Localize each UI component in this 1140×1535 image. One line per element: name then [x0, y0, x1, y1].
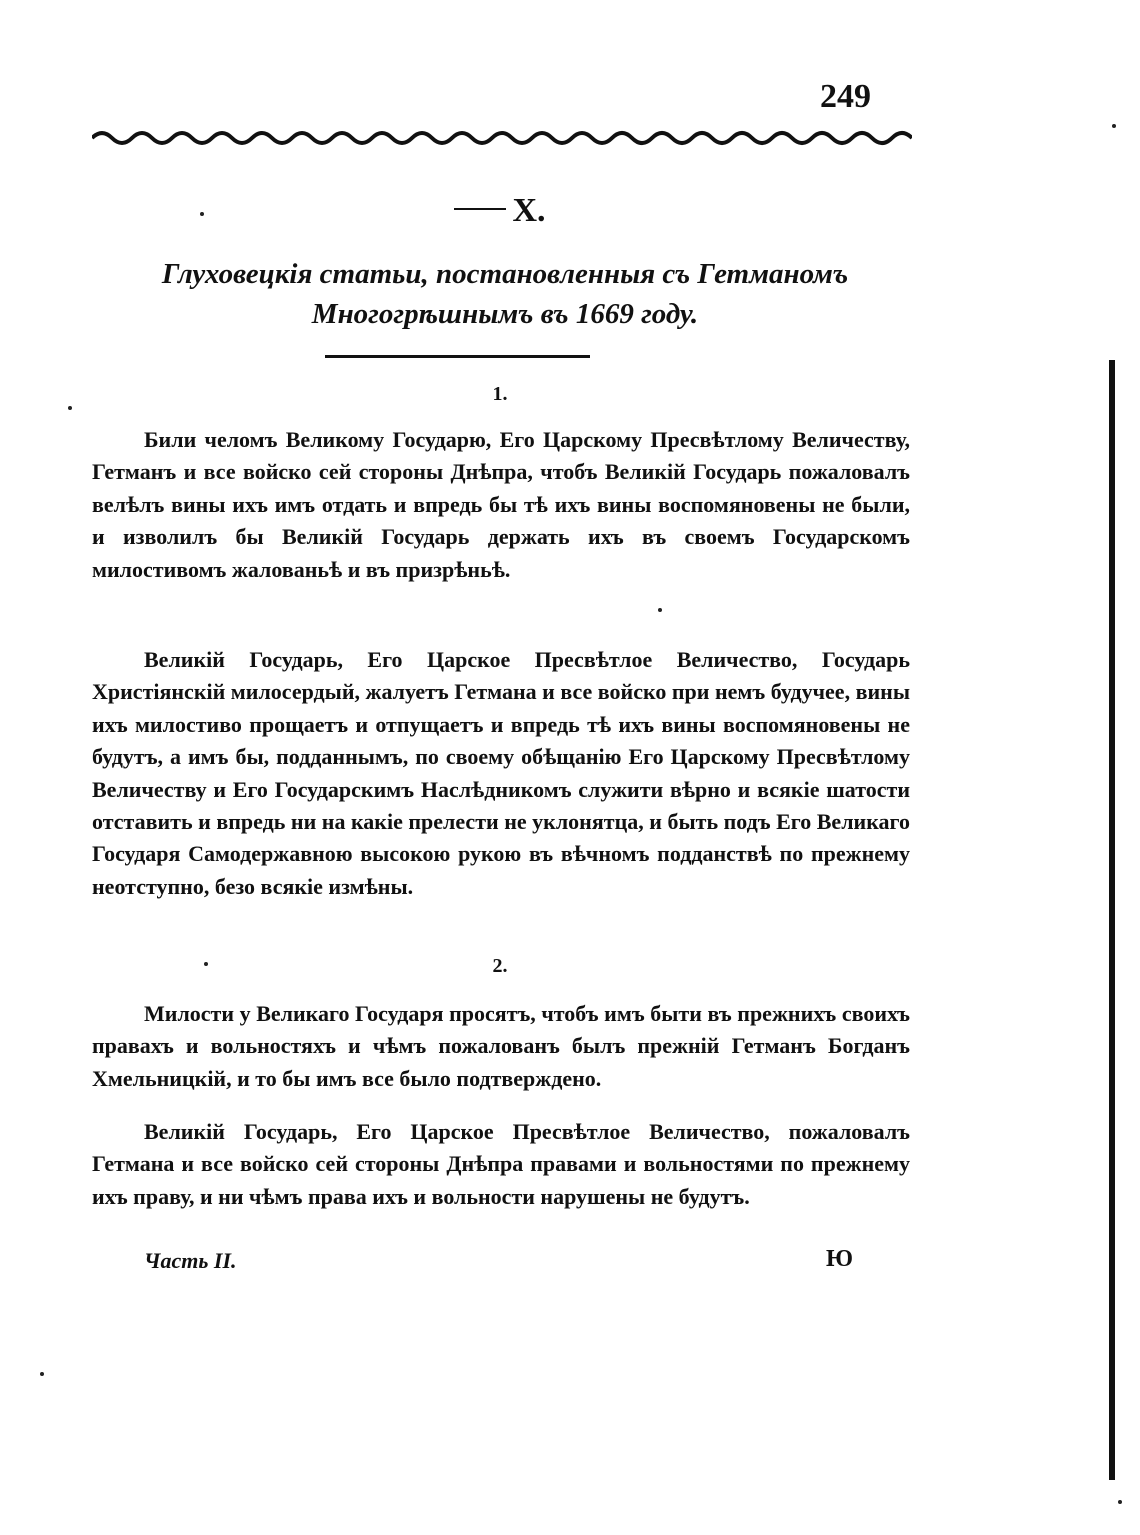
- signature-mark-left: Часть II.: [144, 1248, 237, 1273]
- title-line-2: Многогрѣшнымъ въ 1669 году.: [311, 298, 699, 330]
- paper-speck: [204, 962, 208, 966]
- paper-speck: [1112, 124, 1116, 128]
- binding-edge-shadow: [1109, 360, 1115, 1480]
- page-number: 249: [820, 78, 871, 115]
- title-underline-rule: [325, 355, 590, 358]
- article-number-1: 1.: [492, 383, 508, 405]
- paper-speck: [1118, 1500, 1122, 1504]
- article-2-response: Великій Государь, Его Царское Пресвѣтлое Величество, пожаловалъ Гетмана и все войско сей стороны Днѣпра правами и вольностями по прежнему ихъ праву, и ни чѣмъ права ихъ и вольности нарушены не будутъ.: [92, 1119, 910, 1209]
- section-numeral-text: X.: [512, 192, 546, 229]
- paper-speck: [40, 1372, 44, 1376]
- section-dash: [454, 208, 506, 210]
- title-line-1: Глуховецкія статьи, постановленныя съ Гетманомъ: [161, 258, 849, 290]
- article-number-2: 2.: [492, 955, 508, 977]
- paper-speck: [658, 608, 662, 612]
- document-title: [100, 254, 910, 334]
- section-numeral: [0, 192, 1000, 230]
- article-1-petition: Били челомъ Великому Государю, Его Царскому Пресвѣтлому Величеству, Гетманъ и все войско сей стороны Днѣпра, чтобъ Великій Государь пожаловалъ велѣлъ вины ихъ имъ отдать и впредь бы тѣ ихъ вины воспомяновены не были, и изволилъ бы Великій Государь держать ихъ въ своемъ Государскомъ милостивомъ жалованьѣ и въ призрѣньѣ.: [92, 427, 910, 582]
- signature-mark-right: Ю: [826, 1246, 854, 1272]
- article-1-response: Великій Государь, Его Царское Пресвѣтлое Величество, Государь Христіянскій милосердый, жалуетъ Гетмана и все войско при немъ будучее, вины ихъ милостиво прощаетъ и отпущаетъ и впредь тѣ ихъ вины воспомяновены не будутъ, а имъ бы, подданнымъ, по своему обѣщанію Его Царскому Пресвѣтлому Величеству и Его Государскимъ Наслѣдникомъ служити вѣрно и всякіе шатости отставить и впредь ни на какіе прелести не уклонятца, и быть подъ Его Великаго Государя Самодержавною высокою рукою въ вѣчномъ подданствѣ по прежнему неотступно, безо всякіе измѣны.: [92, 647, 910, 899]
- paper-speck: [200, 212, 204, 216]
- paper-speck: [68, 406, 72, 410]
- wavy-ornament-rule: [92, 126, 912, 150]
- article-2-petition: Милости у Великаго Государя просятъ, чтобъ имъ быти въ прежнихъ своихъ правахъ и вольностяхъ и чѣмъ пожалованъ былъ прежній Гетманъ Богданъ Хмельницкій, и то бы имъ все было подтверждено.: [92, 1001, 910, 1091]
